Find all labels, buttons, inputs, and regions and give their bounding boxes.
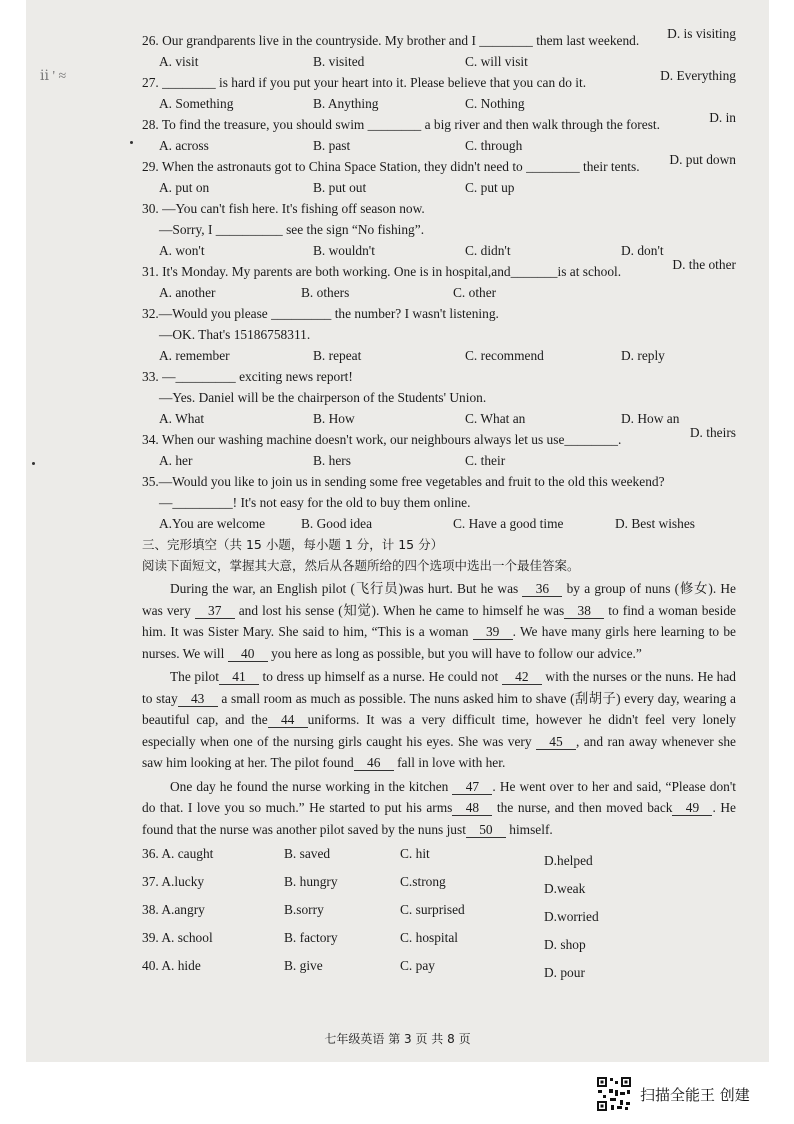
option-row <box>142 240 736 261</box>
option-row <box>142 345 736 366</box>
option-a: 38. A.angry <box>142 902 205 917</box>
question-stem-row <box>142 152 736 177</box>
passage-text: to dress up himself as a nurse. He could not <box>258 669 502 684</box>
margin-mark: ⅱ ' ≈ <box>40 69 67 84</box>
cloze-option-row <box>142 899 736 927</box>
option-c: C. Nothing <box>465 96 525 111</box>
option-c: C. put up <box>465 180 515 195</box>
option-b: B. saved <box>284 846 331 861</box>
option-a: A. put on <box>159 180 210 195</box>
option-a: A. across <box>159 138 209 153</box>
option-b: B. factory <box>284 930 338 945</box>
scanner-watermark <box>596 1076 750 1112</box>
option-d: D. Best wishes <box>615 516 695 531</box>
option-a: 40. A. hide <box>142 958 201 973</box>
option-d: D.helped <box>544 853 593 868</box>
question-stem: 33. —_________ exciting news report! <box>142 369 353 384</box>
option-d: D. put down <box>669 152 736 167</box>
blank-number: 42 <box>502 670 542 685</box>
question-stem-row <box>142 68 736 93</box>
question-stem-row <box>142 110 736 135</box>
option-row <box>142 177 736 198</box>
scanned-page <box>26 0 769 1062</box>
option-d: D. don't <box>621 243 664 258</box>
ink-dot <box>130 141 133 144</box>
option-b: B. hungry <box>284 874 338 889</box>
question-reply: —Yes. Daniel will be the chairperson of the Students' Union. <box>159 390 487 405</box>
option-a: 37. A.lucky <box>142 874 205 889</box>
option-b: B. others <box>301 285 350 300</box>
option-row <box>142 135 736 156</box>
passage-text: . He found that the nurse was another pilot saved by the nuns just <box>142 800 736 837</box>
passage-text: One day he found the nurse working in the kitchen <box>170 778 453 794</box>
option-c: C. pay <box>400 958 435 973</box>
blank-number: 38 <box>564 604 604 619</box>
option-d: D. Everything <box>660 68 736 83</box>
option-row <box>142 93 736 114</box>
option-d: D. theirs <box>689 425 736 440</box>
option-b: B. past <box>313 138 351 153</box>
blank-number: 39 <box>473 625 513 640</box>
option-a: 36. A. caught <box>142 846 214 861</box>
question-reply: —OK. That's 15186758311. <box>159 327 311 342</box>
blank-number: 50 <box>466 823 506 838</box>
passage-paragraph-3 <box>142 776 736 841</box>
watermark-text: 扫描全能王 创建 <box>640 1085 750 1104</box>
blank-number: 40 <box>228 647 268 662</box>
option-c: C. Have a good time <box>453 516 564 531</box>
passage-text: with the nurses or the nuns. He had to stay <box>142 669 736 706</box>
question-stem: 28. To find the treasure, you should swim ________ a big river and then walk through the forest. <box>142 117 660 132</box>
option-c: C. didn't <box>465 243 511 258</box>
option-b: B. repeat <box>313 348 362 363</box>
option-c: C.strong <box>400 874 446 889</box>
option-b: B. give <box>284 958 323 973</box>
passage-paragraph-1 <box>142 578 736 664</box>
passage-text: uniforms. It was a very difficult time, however he didn't feel very lonely especially when one of the nursing girls caught his eyes. She was very <box>142 712 736 749</box>
passage-text: . We have many girls here learning to be nurses. We will <box>142 624 737 661</box>
option-d: D.worried <box>544 909 599 924</box>
exam-content <box>142 26 737 983</box>
passage-text: a small room as much as possible. The nuns asked him to shave (刮胡子) every day, wearing a beautiful cap, and the <box>142 690 736 727</box>
cloze-option-row <box>142 927 736 955</box>
option-c: C. through <box>465 138 523 153</box>
passage-text: , and ran away whenever she saw him looking at her. The pilot found <box>142 733 736 770</box>
question-stem-row <box>142 257 736 282</box>
option-a: A. What <box>159 411 205 426</box>
option-a: A. another <box>159 285 216 300</box>
question-stem: 27. ________ is hard if you put your heart into it. Please believe that you can do it. <box>142 75 587 90</box>
passage-text: The pilot <box>170 669 219 684</box>
option-c: C. What an <box>465 411 526 426</box>
ink-dot <box>32 462 35 465</box>
cloze-options-grid <box>142 843 736 983</box>
option-a: A.You are welcome <box>159 516 266 531</box>
option-b: B. visited <box>313 54 365 69</box>
option-a: A. won't <box>159 243 205 258</box>
option-d: D. the other <box>672 257 736 272</box>
passage-text: you here as long as possible, but you will have to follow our advice.” <box>267 645 642 661</box>
passage-paragraph-2 <box>142 666 736 774</box>
option-d: D. How an <box>621 411 680 426</box>
option-c: C. hit <box>400 846 430 861</box>
question-stem-row <box>142 26 736 51</box>
passage-text: to find a woman beside him. It was Sister Mary. She said to him, “This is a woman <box>142 602 736 639</box>
passage-text: and lost his sense (知觉). When he came to himself he was <box>234 602 565 618</box>
page-footer: 七年级英语 第 3 页 共 8 页 <box>324 1032 471 1046</box>
blank-number: 37 <box>195 604 235 619</box>
option-c: C. other <box>453 285 497 300</box>
option-d: D.weak <box>544 881 586 896</box>
passage-text: himself. <box>505 821 553 837</box>
option-b: B. put out <box>313 180 367 195</box>
option-b: B. hers <box>313 453 351 468</box>
option-c: C. hospital <box>400 930 459 945</box>
blank-number: 44 <box>268 713 308 728</box>
option-c: C. recommend <box>465 348 544 363</box>
question-stem: 32.—Would you please _________ the number? I wasn't listening. <box>142 306 499 321</box>
question-stem: 26. Our grandparents live in the countryside. My brother and I ________ them last weekend. <box>142 33 640 48</box>
passage-text: the nurse, and then moved back <box>492 800 673 815</box>
blank-number: 36 <box>522 582 562 597</box>
option-row <box>142 450 736 471</box>
question-stem-row <box>142 425 736 450</box>
option-b: B. How <box>313 411 355 426</box>
option-b: B. Anything <box>313 96 379 111</box>
multiple-choice-section <box>142 26 736 534</box>
question-reply: —Sorry, I __________ see the sign “No fishing”. <box>159 222 425 237</box>
blank-number: 47 <box>452 780 492 795</box>
option-c: C. their <box>465 453 506 468</box>
option-row <box>142 282 736 303</box>
question-stem: 35.—Would you like to join us in sending some free vegetables and fruit to the old this weekend? <box>142 474 665 489</box>
question-reply: —_________! It's not easy for the old to buy them online. <box>159 495 471 510</box>
option-b: B. Good idea <box>301 516 373 531</box>
option-b: B.sorry <box>284 902 324 917</box>
blank-number: 48 <box>452 801 492 816</box>
question-stem: 34. When our washing machine doesn't work, our neighbours always let us use________. <box>142 432 622 447</box>
option-a: A. remember <box>159 348 230 363</box>
passage-text: During the war, an English pilot (飞行员)was hurt. But he was <box>170 581 523 596</box>
passage-text: . He went over to her and said, “Please don't do that. I love you so much.” He started to put his arms <box>142 778 736 815</box>
option-a: A. Something <box>159 96 234 111</box>
option-row <box>142 513 736 534</box>
blank-number: 41 <box>219 670 259 685</box>
option-b: B. wouldn't <box>313 243 375 258</box>
passage-text: fall in love with her. <box>393 755 506 770</box>
option-d: D. in <box>709 110 736 125</box>
option-row <box>142 51 736 72</box>
option-c: C. will visit <box>465 54 528 69</box>
cloze-option-row <box>142 843 736 871</box>
option-d: D. shop <box>544 937 586 952</box>
option-a: 39. A. school <box>142 930 213 945</box>
option-a: A. her <box>159 453 193 468</box>
qr-code-icon <box>596 1076 632 1112</box>
blank-number: 49 <box>672 801 712 816</box>
question-stem: 31. It's Monday. My parents are both working. One is in hospital,and_______is at school. <box>142 264 622 279</box>
option-d: D. reply <box>621 348 665 363</box>
blank-number: 43 <box>178 692 218 707</box>
option-d: D. is visiting <box>667 26 736 41</box>
question-stem: 29. When the astronauts got to China Space Station, they didn't need to ________ their tents. <box>142 159 640 174</box>
section-instruction: 阅读下面短文，掌握其大意，然后从各题所给的四个选项中选出一个最佳答案。 <box>142 558 580 573</box>
passage-text: by a group of nuns (修女). He was very <box>142 581 736 618</box>
blank-number: 46 <box>354 756 394 771</box>
option-row <box>142 408 736 429</box>
option-d: D. pour <box>544 965 585 980</box>
blank-number: 45 <box>536 735 576 750</box>
cloze-option-row <box>142 955 736 983</box>
cloze-option-row <box>142 871 736 899</box>
option-c: C. surprised <box>400 902 465 917</box>
option-a: A. visit <box>159 54 199 69</box>
section-heading: 三、完形填空（共 15 小题，每小题 1 分，计 15 分） <box>142 537 444 552</box>
question-stem: 30. —You can't fish here. It's fishing off season now. <box>142 201 425 216</box>
